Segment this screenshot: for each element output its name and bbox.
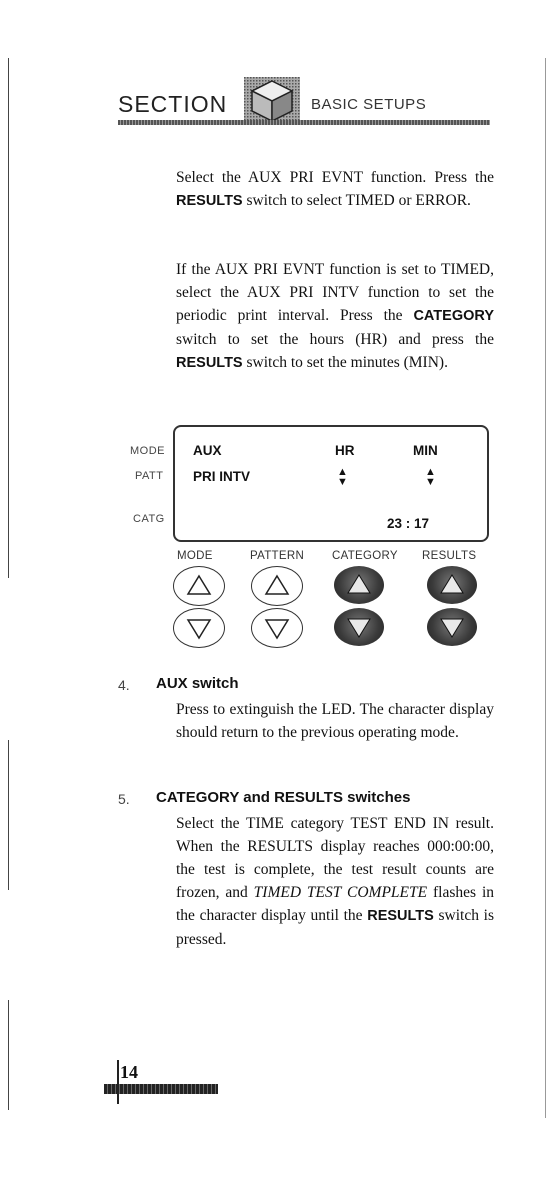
lcd-time: 23 : 17: [387, 516, 430, 531]
text-run: switch to select TIMED or ERROR.: [242, 192, 471, 209]
paragraph-aux-pri-intv: [176, 258, 494, 375]
item-number: 4.: [118, 677, 130, 693]
category-up-button[interactable]: [334, 566, 384, 604]
header-rule: [118, 120, 490, 125]
item-heading-category-results: CATEGORY and RESULTS switches: [156, 789, 411, 806]
up-triangle-icon: [266, 576, 288, 594]
page-number-bar: [104, 1084, 218, 1094]
side-label-patt: PATT: [135, 470, 164, 482]
paragraph-aux-pri-evnt: [176, 166, 494, 213]
text-run: switch to set the hours (HR) and press the: [176, 331, 494, 348]
text-run: Select the AUX PRI EVNT function. Press the: [176, 169, 494, 186]
results-keyword: RESULTS: [176, 355, 243, 371]
left-margin-line-lower: [8, 740, 9, 890]
button-header-category: CATEGORY: [332, 550, 398, 562]
lcd-display: [173, 425, 489, 542]
timed-test-complete-text: TIMED TEST COMPLETE: [253, 884, 428, 901]
text-run: switch is pressed.: [176, 907, 495, 948]
side-label-catg: CATG: [133, 513, 165, 525]
lcd-pri-intv: PRI INTV: [193, 469, 251, 484]
lcd-hr-label: HR: [335, 443, 355, 458]
text-run: If the AUX PRI EVNT function is set to TIMED, select the AUX PRI INTV function to set the periodic print interval. Press the: [176, 261, 494, 324]
item-number: 5.: [118, 791, 130, 807]
category-keyword: CATEGORY: [413, 308, 494, 324]
lcd-aux: AUX: [193, 443, 222, 458]
down-triangle-icon: [266, 620, 288, 638]
button-header-mode: MODE: [177, 550, 213, 562]
results-down-button[interactable]: [427, 608, 477, 646]
text-run: switch to set the minutes (MIN).: [242, 354, 448, 371]
section-title: BASIC SETUPS: [311, 96, 427, 113]
section-cube-icon: [244, 77, 300, 125]
left-margin-line-bottom: [8, 1000, 9, 1110]
results-keyword: RESULTS: [176, 193, 243, 209]
item-heading-aux-switch: AUX switch: [156, 675, 239, 692]
down-triangle-icon: [348, 619, 370, 637]
right-margin-line: [545, 58, 546, 1118]
left-margin-line: [8, 58, 9, 578]
page-tick: [117, 1060, 119, 1104]
down-triangle-icon: [441, 619, 463, 637]
down-triangle-icon: [188, 620, 210, 638]
page-number: 14: [120, 1062, 138, 1082]
text-run: Select the TIME category TEST END IN result. When the RESULTS display reaches 000:00:00, the test is complete, the test result counts are frozen, and: [176, 815, 494, 901]
category-down-button[interactable]: [334, 608, 384, 646]
item-text-category-results: [176, 812, 494, 951]
up-triangle-icon: [441, 575, 463, 593]
results-keyword: RESULTS: [367, 908, 434, 924]
results-up-button[interactable]: [427, 566, 477, 604]
side-label-mode: MODE: [130, 445, 165, 457]
mode-down-button[interactable]: [173, 608, 225, 648]
lcd-min-label: MIN: [413, 443, 438, 458]
text-run: flashes in the character display until the: [176, 884, 494, 924]
up-triangle-icon: [348, 575, 370, 593]
button-header-pattern: PATTERN: [250, 550, 305, 562]
up-triangle-icon: [188, 576, 210, 594]
item-text-aux-switch: Press to extinguish the LED. The character display should return to the previous operating mode.: [176, 701, 494, 741]
button-header-results: RESULTS: [422, 550, 477, 562]
section-label: SECTION: [118, 91, 228, 117]
pattern-up-button[interactable]: [251, 566, 303, 606]
hr-up-down-arrows-icon: ▲ ▼: [337, 466, 348, 488]
pattern-down-button[interactable]: [251, 608, 303, 648]
min-up-down-arrows-icon: ▲ ▼: [425, 466, 436, 488]
mode-up-button[interactable]: [173, 566, 225, 606]
